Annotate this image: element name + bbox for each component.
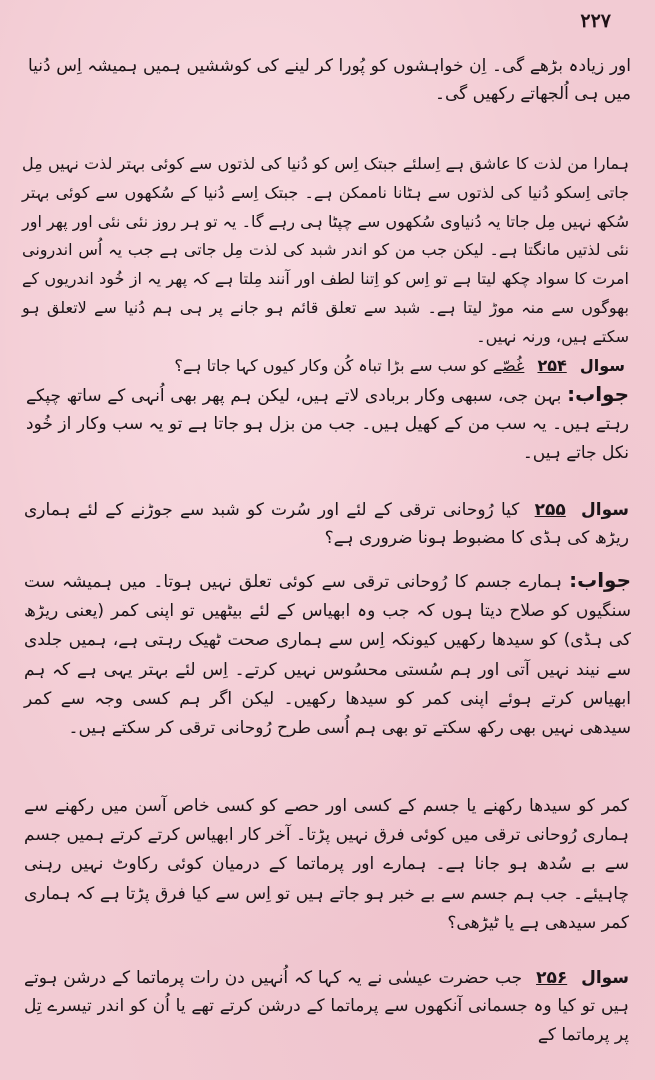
question-keyword: غُصّے bbox=[492, 356, 525, 375]
answer-text: ہمارے جسم کا رُوحانی ترقی سے کوئی تعلق نہیں ہوتا۔ میں ہمیشہ ست سنگیوں کو صلاح دیتا ہوں کہ جب وہ ابھیاس کے لئے بیٹھیں تو اپنی کمر (یعنی ریڑھ کی ہڈی) کو سیدھا رکھیں کیونکہ اِس سے ہماری صحت ٹھیک رہتی ہے، ہمیں جلدی سے نیند نہیں آتی اور ہم سُستی محسُوس نہیں کرتے۔ اِس لئے بہتر یہی ہے کہ ہم ابھیاس کرتے ہوئے اپنی کمر کو سیدھا رکھیں۔ لیکن اگر ہم کسی وجہ سے کمر سیدھی نہیں بھی رکھ سکتے تو بھی ہم اُسی طرح رُوحانی ترقی کر سکتے ہیں۔ bbox=[24, 572, 631, 739]
question-text: کو سب سے بڑا تباہ کُن وکار کیوں کہا جاتا ہے؟ bbox=[174, 356, 488, 375]
question-255 bbox=[24, 496, 629, 553]
question-number: ۲۵۴ bbox=[537, 356, 567, 375]
question-label: سوال bbox=[579, 356, 625, 375]
answer-text: بہن جی، سبھی وکار بربادی لاتے ہیں، لیکن ہم پھر بھی اُنہی کے ساتھ چپکے رہتے ہیں۔ یہ سب من کے کھیل ہیں۔ جب من بزل ہو جاتا ہے تو یہ سب وکار از خُود نکل جاتے ہیں۔ bbox=[26, 386, 629, 463]
question-254 bbox=[28, 352, 625, 380]
answer-255 bbox=[24, 566, 631, 743]
paragraph-mind-pleasure: ہمارا من لذت کا عاشق ہے اِسلئے جبتک اِس کو دُنیا کی لذتوں سے کوئی بہتر لذت نہیں مِل جاتی اِسکو دُنیا کی لذتوں سے ہٹانا ناممکن ہے۔ جبتک اِسے دُنیا کے سُکھوں سے کوئی بہتر سُکھ نہیں مِل جاتا یہ دُنیاوی سُکھوں سے چپٹا ہی رہے گا۔ یہ تو ہر روز نئی نئی اور پھر اور نئی لذتیں مانگتا ہے۔ لیکن جب من کو اندر شبد کی لذت مِل جاتی ہے جب یہ اُس اندرونی امرت کا سواد چکھ لیتا ہے تو اِس کو اِتنا لطف اور آنند مِلتا ہے کہ پھر یہ از خُود اندریوں کے بھوگوں سے منہ موڑ لیتا ہے۔ شبد سے تعلق قائم ہو جانے پر ہی ہم دُنیا سے لاتعلق ہو سکتے ہیں، ورنہ نہیں۔ bbox=[22, 154, 629, 346]
paragraph-posture: کمر کو سیدھا رکھنے یا جسم کے کسی اور حصے کو کسی خاص آسن میں رکھنے سے ہماری رُوحانی ترقی میں کوئی فرق نہیں پڑتا۔ آخر کار ابھیاس کرتے کرتے ہمیں جسم سے بے سُدھ ہو جانا ہے۔ ہمارے اور پرماتما کے درمیان کوئی رکاوٹ نہیں رہنی چاہیئے۔ جب ہم جسم سے بے خبر ہو جاتے ہیں تو اِس سے کیا فرق پڑتا ہے کہ ہماری کمر سیدھی ہے یا ٹیڑھی؟ bbox=[24, 796, 629, 933]
paragraph-intro: اور زیادہ بڑھے گی۔ اِن خواہشوں کو پُورا کر لینے کی کوششیں ہمیں ہمیشہ اِس دُنیا میں ہی اُلجھاتے رکھیں گی۔ bbox=[28, 56, 631, 105]
question-label: سوال bbox=[581, 968, 630, 988]
question-text: کیا رُوحانی ترقی کے لئے اور سُرت کو شبد سے جوڑنے کے لئے ہماری ریڑھ کی ہڈی کا مضبوط ہونا ضروری ہے؟ bbox=[24, 500, 629, 549]
question-text: جب حضرت عیسٰی نے یہ کہا کہ اُنہیں دن رات پرماتما کے درشن ہوتے ہیں تو کیا وہ جسمانی آنکھوں سے پرماتما کے درشن کرتے تھے یا اُن کو اندر تیسرے تِل پر پرماتما کے bbox=[24, 968, 629, 1045]
question-number: ۲۵۵ bbox=[534, 500, 566, 520]
question-number: ۲۵۶ bbox=[536, 968, 568, 988]
answer-254 bbox=[26, 380, 629, 467]
answer-label: جواب: bbox=[567, 382, 629, 406]
answer-label: جواب: bbox=[569, 568, 631, 592]
question-label: سوال bbox=[581, 500, 630, 520]
page-number: ۲۲۷ bbox=[580, 10, 611, 32]
question-256 bbox=[24, 964, 629, 1049]
